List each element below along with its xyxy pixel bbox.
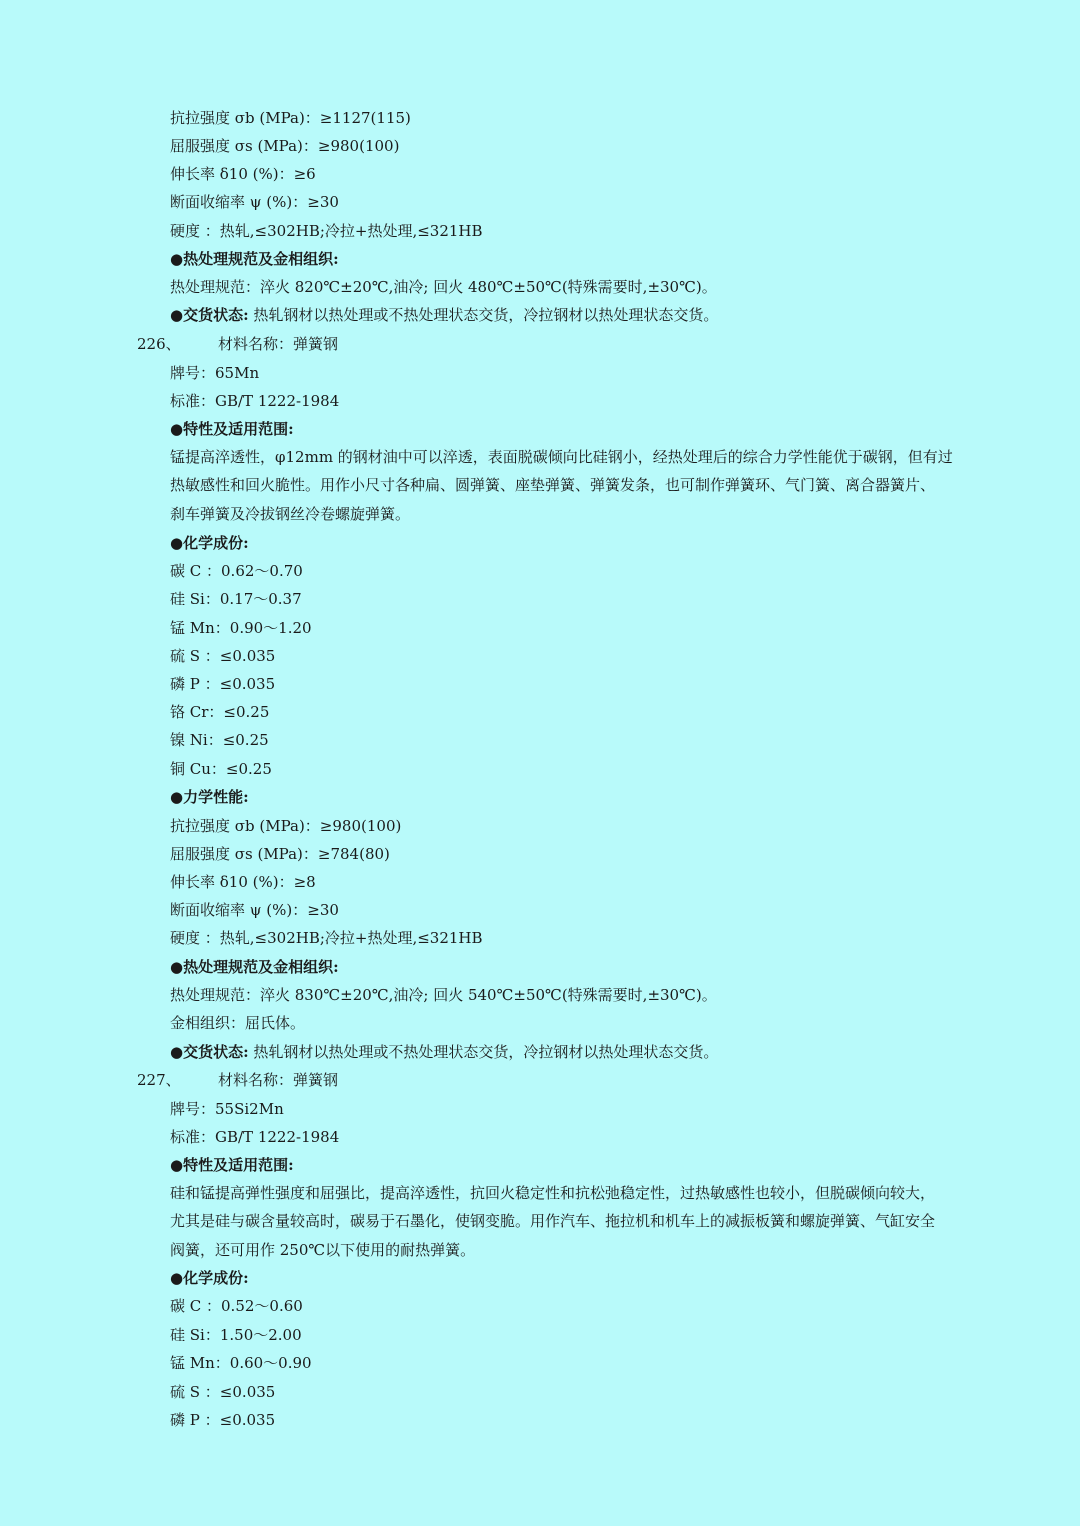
heat-treatment-heading: ●热处理规范及金相组织: [170, 958, 339, 976]
chem-silicon: 硅 Si：0.17～0.37 [170, 590, 302, 608]
chem-carbon: 碳 C ：0.62～0.70 [170, 562, 303, 580]
elongation-line: 伸长率 δ10 (%)：≥6 [170, 165, 316, 183]
grade-line: 牌号：65Mn [170, 364, 260, 382]
metallographic-text: 金相组织：屈氏体。 [170, 1014, 306, 1032]
chem-silicon: 硅 Si：1.50～2.00 [170, 1326, 302, 1344]
grade-line: 牌号：55Si2Mn [170, 1100, 284, 1118]
mech-hardness: 硬度 ：热轧,≤302HB;冷拉+热处理,≤321HB [170, 929, 483, 947]
feature-text-line: 阀簧，还可用作 250℃以下使用的耐热弹簧。 [170, 1241, 476, 1259]
entry-227-header [137, 1070, 339, 1090]
chem-chromium: 铬 Cr：≤0.25 [170, 703, 270, 721]
delivery-state-text: 热轧钢材以热处理或不热处理状态交货，冷拉钢材以热处理状态交货。 [248, 306, 719, 324]
entry-number: 227、 [137, 1071, 181, 1089]
chem-sulfur: 硫 S ：≤0.035 [170, 1383, 276, 1401]
chem-manganese: 锰 Mn：0.60～0.90 [170, 1354, 312, 1372]
feature-text-line: 尤其是硅与碳含量较高时，碳易于石墨化，使钢变脆。用作汽车、拖拉机和机车上的减振板簧和螺旋弹簧、气缸安全 [170, 1212, 936, 1230]
feature-text-line: 热敏感性和回火脆性。用作小尺寸各种扁、圆弹簧、座垫弹簧、弹簧发条，也可制作弹簧环、气门簧、离合器簧片、 [170, 476, 936, 494]
chem-nickel: 镍 Ni：≤0.25 [170, 731, 269, 749]
entry-226-header [137, 334, 339, 354]
mech-tensile: 抗拉强度 σb (MPa)：≥980(100) [170, 817, 402, 835]
delivery-state-label: ●交货状态: [170, 1043, 249, 1061]
delivery-state-line [170, 1042, 718, 1062]
feature-text-line: 硅和锰提高弹性强度和屈强比，提高淬透性，抗回火稳定性和抗松弛稳定性，过热敏感性也较小，但脱碳倾向较大， [170, 1184, 936, 1202]
chem-manganese: 锰 Mn：0.90～1.20 [170, 619, 312, 637]
chem-phosphorus: 磷 P ：≤0.035 [170, 675, 276, 693]
delivery-state-label: ●交货状态: [170, 306, 249, 324]
yield-strength-line: 屈服强度 σs (MPa)：≥980(100) [170, 137, 400, 155]
chem-copper: 铜 Cu：≤0.25 [170, 760, 272, 778]
mech-reduction: 断面收缩率 ψ (%)：≥30 [170, 901, 339, 919]
mech-yield: 屈服强度 σs (MPa)：≥784(80) [170, 845, 390, 863]
chem-carbon: 碳 C ：0.52～0.60 [170, 1297, 303, 1315]
standard-line: 标准：GB/T 1222-1984 [170, 1128, 340, 1146]
feature-heading: ●特性及适用范围: [170, 1156, 294, 1174]
chem-heading: ●化学成份: [170, 1269, 249, 1287]
reduction-area-line: 断面收缩率 ψ (%)：≥30 [170, 193, 339, 211]
chem-heading: ●化学成份: [170, 534, 249, 552]
delivery-state-line [170, 305, 718, 325]
tensile-strength-line: 抗拉强度 σb (MPa)：≥1127(115) [170, 109, 411, 127]
material-name: 材料名称：弹簧钢 [218, 1071, 339, 1089]
chem-sulfur: 硫 S ：≤0.035 [170, 647, 276, 665]
chem-phosphorus: 磷 P ：≤0.035 [170, 1411, 276, 1429]
material-name: 材料名称：弹簧钢 [218, 335, 339, 353]
feature-text-line: 刹车弹簧及冷拔钢丝冷卷螺旋弹簧。 [170, 505, 411, 523]
feature-text-line: 锰提高淬透性，φ12mm 的钢材油中可以淬透，表面脱碳倾向比硅钢小，经热处理后的综合力学性能优于碳钢，但有过 [170, 448, 953, 466]
heat-treatment-text: 热处理规范：淬火 820℃±20℃,油冷; 回火 480℃±50℃(特殊需要时,±30℃)。 [170, 278, 717, 296]
standard-line: 标准：GB/T 1222-1984 [170, 392, 340, 410]
heat-treatment-text: 热处理规范：淬火 830℃±20℃,油冷; 回火 540℃±50℃(特殊需要时,±30℃)。 [170, 986, 717, 1004]
mech-heading: ●力学性能: [170, 788, 249, 806]
mech-elongation: 伸长率 δ10 (%)：≥8 [170, 873, 316, 891]
hardness-line: 硬度 ：热轧,≤302HB;冷拉+热处理,≤321HB [170, 222, 483, 240]
feature-heading: ●特性及适用范围: [170, 420, 294, 438]
entry-number: 226、 [137, 335, 181, 353]
delivery-state-text: 热轧钢材以热处理或不热处理状态交货，冷拉钢材以热处理状态交货。 [248, 1043, 719, 1061]
heat-treatment-heading: ●热处理规范及金相组织: [170, 250, 339, 268]
